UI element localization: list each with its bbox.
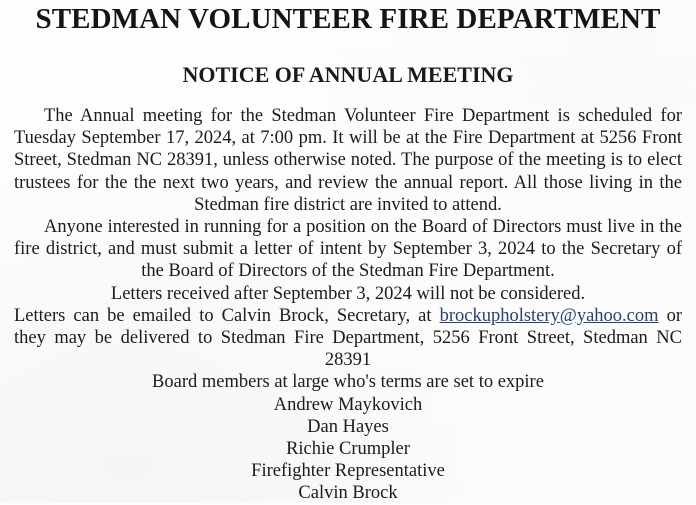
board-member-list: [14, 394, 682, 505]
notice-body: [8, 105, 688, 505]
paragraph-deadline: Letters received after September 3, 2024 will not be considered.: [110, 283, 586, 304]
notice-subtitle: NOTICE OF ANNUAL MEETING: [182, 62, 514, 87]
list-item: Richie Crumpler: [286, 439, 410, 460]
list-item: Calvin Brock: [298, 483, 398, 504]
contact-prefix-text: Letters can be emailed to Calvin Brock, Secretary, at: [14, 305, 440, 326]
paragraph-contact: [14, 305, 682, 372]
list-item: Firefighter Representative: [251, 461, 445, 482]
list-item: Andrew Maykovich: [273, 394, 423, 415]
page-title: STEDMAN VOLUNTEER FIRE DEPARTMENT: [35, 3, 661, 35]
paragraph-meeting-details: The Annual meeting for the Stedman Volunteer Fire Department is scheduled for Tuesday September 17, 2024, at 7:00 pm. It will be at the Fire Department at 5256 Front Street, Stedman NC 28391, unless otherwise noted. The purpose of the meeting is to elect trustees for the the next two years, and review the annual report. All those living in the Stedman fire district are invited to attend.: [14, 106, 682, 215]
paragraph-candidacy: Anyone interested in running for a position on the Board of Directors must live in the fire district, and must submit a letter of intent by September 3, 2024 to the Secretary of the Board of Directors of the Stedman Fire Department.: [14, 217, 682, 282]
list-item: Dan Hayes: [307, 416, 389, 437]
board-section-heading: Board members at large who's terms are set to expire: [152, 372, 544, 393]
secretary-email-link[interactable]: brockupholstery@yahoo.com: [439, 305, 659, 326]
contact-suffix-text: or they may be delivered to Stedman Fire Department, 5256 Front Street, Stedman NC 28391: [14, 305, 682, 371]
